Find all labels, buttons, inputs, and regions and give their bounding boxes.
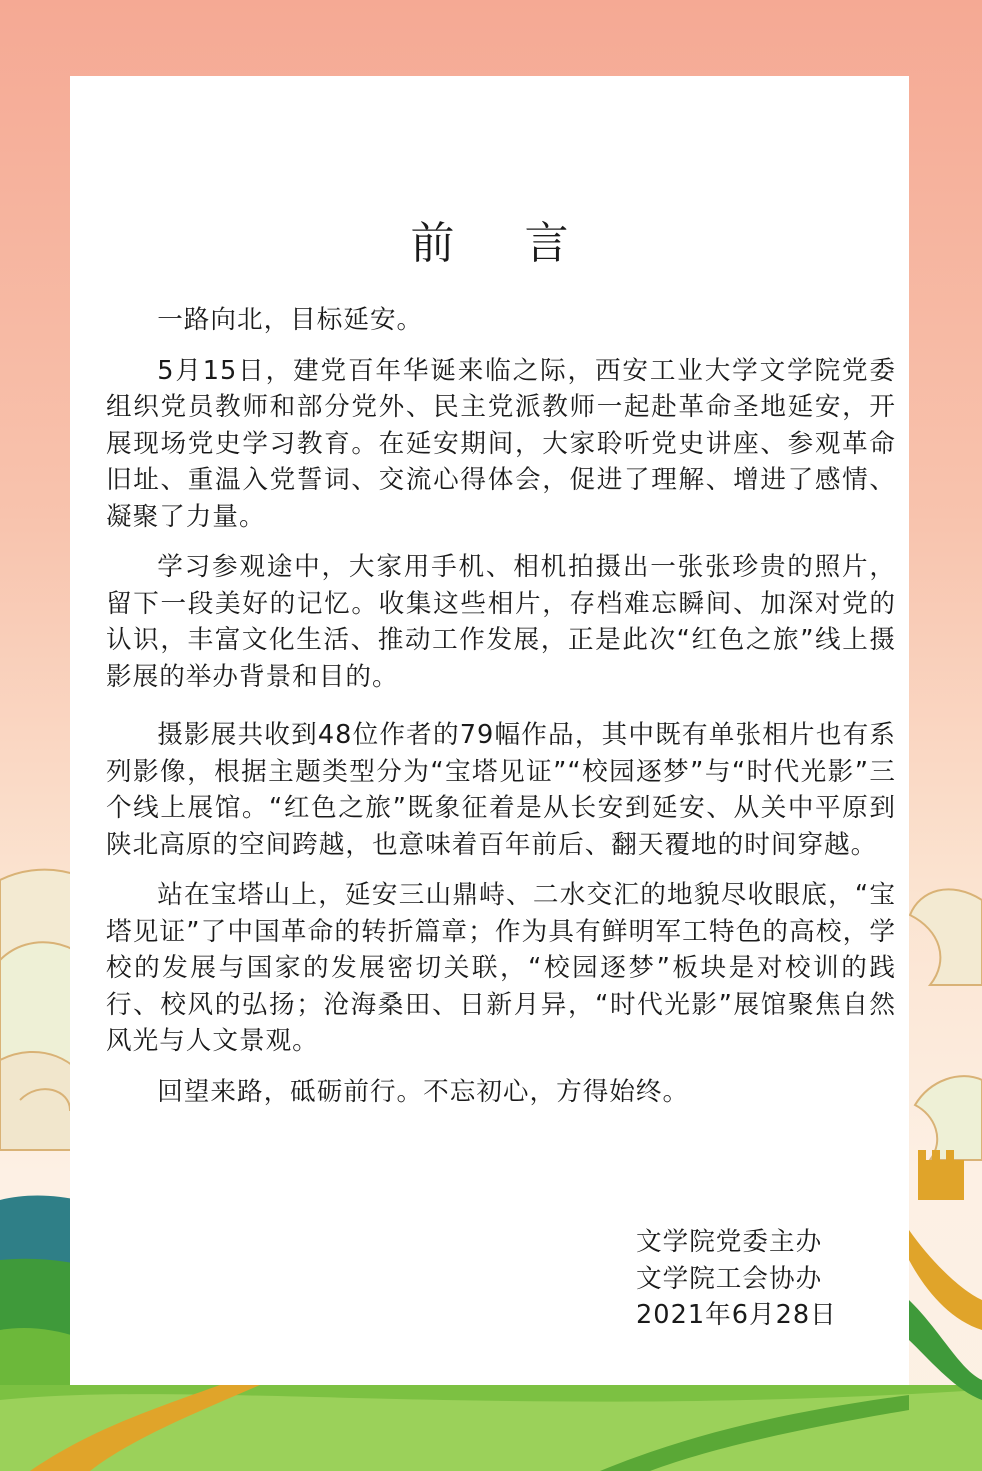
co-organizer-line: 文学院工会协办	[636, 1263, 823, 1294]
paragraph-4: 摄影展共收到48位作者的79幅作品，其中既有单张相片也有系列影像，根据主题类型分为“宝塔见证”“校园逐梦”与“时代光影”三个线上展馆。“红色之旅”既象征着是从长安到延安、从关中平原到陕北高原的空间跨越，也意味着百年前后、翻天覆地的时间穿越。	[106, 720, 896, 860]
paragraph-1: 一路向北，目标延安。	[157, 305, 424, 335]
paragraph-6: 回望来路，砥砺前行。不忘初心，方得始终。	[157, 1076, 690, 1107]
document-page	[70, 76, 909, 1385]
great-wall-decoration	[909, 1150, 982, 1330]
right-cloud-decoration	[910, 889, 982, 1160]
paragraph-3: 学习参观途中，大家用手机、相机拍摄出一张张珍贵的照片，留下一段美好的记忆。收集这些相片，存档难忘瞬间、加深对党的认识，丰富文化生活、推动工作发展，正是此次“红色之旅”线上摄影展的举办背景和目的。	[106, 552, 896, 692]
signature-block	[636, 1224, 837, 1334]
date-line: 2021年6月28日	[636, 1300, 837, 1330]
page-title: 前 言	[410, 218, 597, 269]
paragraph-5: 站在宝塔山上，延安三山鼎峙、二水交汇的地貌尽收眼底，“宝塔见证”了中国革命的转折篇章；作为具有鲜明军工特色的高校，学校的发展与国家的发展密切关联，“校园逐梦”板块是对校训的践行、校风的弘扬；沧海桑田、日新月异，“时代光影”展馆聚焦自然风光与人文景观。	[106, 880, 896, 1056]
organizer-line: 文学院党委主办	[636, 1227, 823, 1257]
paragraph-2: 5月15日，建党百年华诞来临之际，西安工业大学文学院党委组织党员教师和部分党外、民主党派教师一起赴革命圣地延安，开展现场党史学习教育。在延安期间，大家聆听党史讲座、参观革命旧址、重温入党誓词、交流心得体会，促进了理解、增进了感情、凝聚了力量。	[106, 355, 896, 532]
body-text	[106, 302, 896, 1124]
